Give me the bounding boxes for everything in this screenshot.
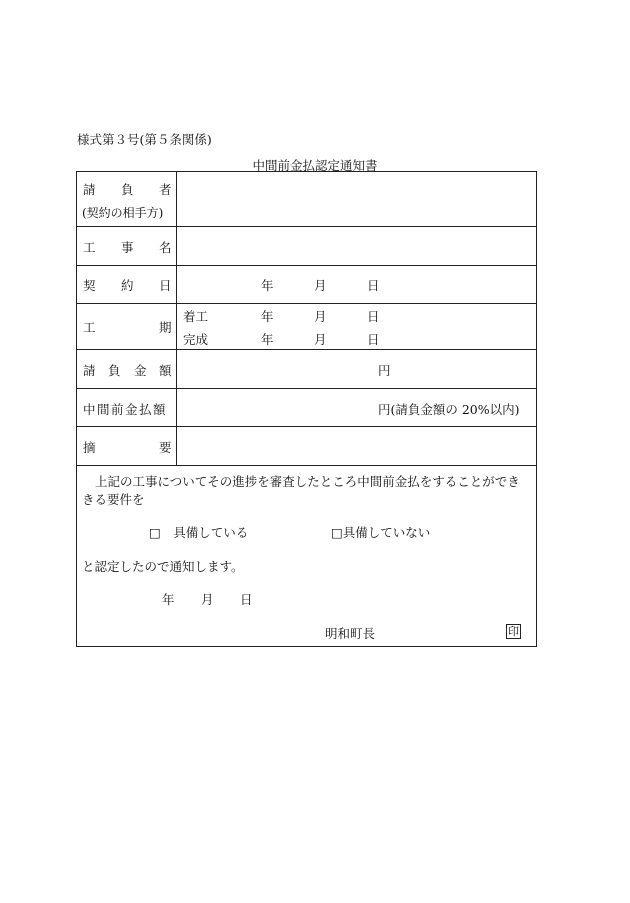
- contractor-field[interactable]: [182, 180, 532, 220]
- contract-date-month: 月: [314, 278, 327, 293]
- option-not-qualified[interactable]: □具備していない: [331, 525, 431, 540]
- period-start-year: 年: [261, 309, 274, 324]
- notice-date-day: 日: [240, 592, 253, 607]
- period-start-month: 月: [314, 309, 327, 324]
- body-text-line1: 上記の工事についてその進捗を審査したところ中間前金払をすることができ: [95, 474, 520, 489]
- notice-form-table: [76, 171, 537, 647]
- seal-mark: 印: [508, 625, 519, 638]
- contract-amount-label: 請 負 金 額: [83, 363, 172, 378]
- remarks-field[interactable]: [182, 432, 532, 460]
- row-divider: [77, 349, 536, 350]
- contract-date-year: 年: [261, 278, 274, 293]
- form-number-label: 様式第３号(第５条関係): [77, 132, 212, 147]
- period-end-label: 完成: [183, 332, 209, 347]
- column-divider: [176, 172, 177, 465]
- row-divider: [77, 226, 536, 227]
- period-start-label: 着工: [183, 309, 209, 324]
- period-start-day: 日: [367, 309, 380, 324]
- body-text-line2: きる要件を: [82, 492, 145, 507]
- contractor-label: 請 負 者: [83, 182, 172, 197]
- row-divider: [77, 265, 536, 266]
- notice-date-month: 月: [201, 592, 214, 607]
- interim-advance-unit: 円(請負金額の 20%以内): [378, 402, 520, 417]
- row-divider: [77, 303, 536, 304]
- issuer-name: 明和町長: [325, 626, 376, 641]
- contractor-sub-label: (契約の相手方): [82, 206, 164, 220]
- period-end-year: 年: [261, 332, 274, 347]
- contract-date-label: 契 約 日: [83, 278, 172, 293]
- interim-advance-label: 中間前金払額: [83, 402, 168, 417]
- row-divider: [77, 426, 536, 427]
- period-end-month: 月: [314, 332, 327, 347]
- period-label: 工 期: [83, 320, 172, 335]
- period-end-day: 日: [367, 332, 380, 347]
- row-divider: [77, 465, 536, 466]
- conclusion-text: と認定したので通知します。: [82, 559, 244, 574]
- contract-amount-unit: 円: [378, 363, 391, 378]
- row-divider: [77, 388, 536, 389]
- notice-date-year: 年: [162, 592, 175, 607]
- contract-date-day: 日: [367, 278, 380, 293]
- project-name-label: 工 事 名: [83, 240, 172, 255]
- remarks-label: 摘 要: [83, 440, 172, 455]
- document-title: 中間前金払認定通知書: [252, 158, 378, 173]
- option-qualified[interactable]: □ 具備している: [149, 525, 249, 540]
- project-name-field[interactable]: [182, 232, 532, 260]
